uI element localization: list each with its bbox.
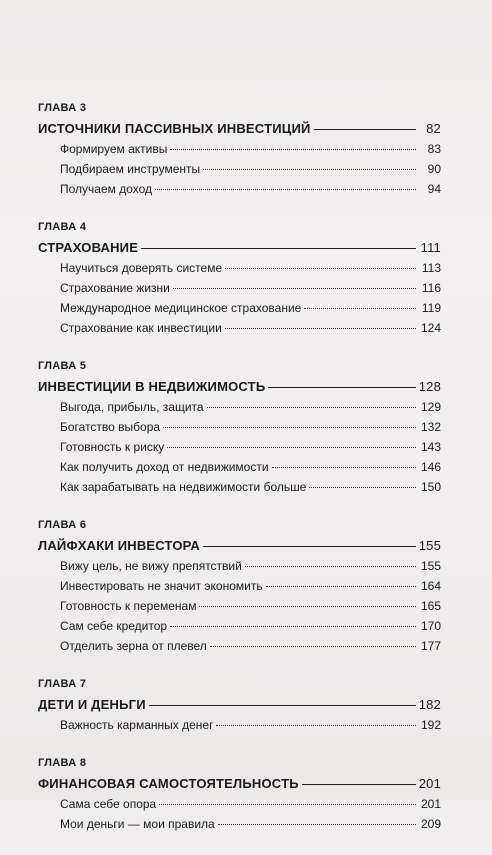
leader-dots — [216, 725, 416, 726]
entry-title: Страхование как инвестиции — [60, 321, 222, 335]
toc-entry[interactable] — [38, 477, 441, 497]
leader-dots — [170, 149, 416, 150]
toc-entry[interactable] — [38, 159, 441, 179]
page-number: 82 — [426, 121, 441, 136]
page-number: 113 — [421, 261, 441, 275]
page-number: 111 — [420, 240, 441, 255]
chapter-label: ГЛАВА 7 — [38, 678, 87, 690]
chapter-title-row[interactable] — [38, 536, 441, 556]
entry-title: Сам себе кредитор — [60, 619, 168, 633]
leader-dots — [155, 189, 416, 190]
chapter-label: ГЛАВА 5 — [38, 360, 87, 372]
page-number: 165 — [420, 599, 441, 613]
leader-line — [203, 546, 416, 547]
chapter-title-row[interactable] — [38, 238, 441, 258]
entry-title: Мои деньги — мои правила — [60, 817, 215, 831]
chapter-3 — [38, 101, 441, 199]
toc-entry[interactable] — [38, 417, 441, 437]
entry-title: Подбираем инструменты — [60, 162, 201, 176]
table-of-contents — [38, 101, 441, 855]
toc-entry[interactable] — [38, 318, 441, 338]
page-number: 90 — [427, 162, 441, 176]
page-number: 164 — [420, 579, 441, 593]
leader-dots — [309, 487, 416, 488]
entry-title: Богатство выбора — [60, 420, 161, 434]
toc-entry[interactable] — [38, 556, 441, 576]
page-number: 201 — [420, 797, 441, 811]
chapter-title-row[interactable] — [38, 695, 441, 715]
leader-dots — [266, 586, 416, 587]
leader-dots — [167, 447, 416, 448]
leader-dots — [199, 606, 416, 607]
page-number: 201 — [418, 776, 441, 791]
page-number: 129 — [420, 400, 441, 414]
page-number: 124 — [420, 321, 441, 335]
page-number: 143 — [420, 440, 441, 454]
chapter-title-row[interactable] — [38, 774, 441, 794]
toc-entry[interactable] — [38, 616, 441, 636]
chapter-label: ГЛАВА 4 — [38, 221, 87, 233]
leader-dots — [170, 626, 416, 627]
chapter-title-row[interactable] — [38, 377, 441, 397]
entry-title: Получаем доход — [60, 182, 153, 196]
page-number: 182 — [418, 697, 441, 712]
page-number: 83 — [427, 142, 441, 156]
chapter-5 — [38, 359, 441, 497]
entry-title: Страхование жизни — [60, 281, 170, 295]
chapter-title-row[interactable] — [38, 119, 441, 139]
entry-title: Готовность к переменам — [60, 599, 197, 613]
page-number: 192 — [420, 718, 441, 732]
page-number: 150 — [420, 480, 441, 494]
chapter-title: ИСТОЧНИКИ ПАССИВНЫХ ИНВЕСТИЦИЙ — [38, 121, 311, 136]
page-number: 155 — [420, 559, 441, 573]
chapter-label: ГЛАВА 8 — [38, 757, 87, 769]
page-number: 209 — [420, 817, 441, 831]
page-number: 128 — [418, 379, 441, 394]
leader-dots — [225, 328, 416, 329]
toc-entry[interactable] — [38, 636, 441, 656]
toc-entry[interactable] — [38, 139, 441, 159]
leader-dots — [159, 804, 416, 805]
toc-entry[interactable] — [38, 437, 441, 457]
leader-line — [141, 248, 416, 249]
page-number: 155 — [418, 538, 441, 553]
entry-title: Выгода, прибыль, защита — [60, 400, 204, 414]
entry-title: Вижу цель, не вижу препятствий — [60, 559, 242, 573]
entry-title: Отделить зерна от плевел — [60, 639, 207, 653]
toc-entry[interactable] — [38, 278, 441, 298]
toc-entry[interactable] — [38, 298, 441, 318]
entry-title: Как получить доход от недвижимости — [60, 460, 269, 474]
chapter-title: ДЕТИ И ДЕНЬГИ — [38, 697, 146, 712]
leader-dots — [203, 169, 416, 170]
chapter-6 — [38, 518, 441, 656]
toc-entry[interactable] — [38, 715, 441, 735]
leader-line — [268, 387, 415, 388]
chapter-4 — [38, 220, 441, 338]
page-number: 94 — [427, 182, 441, 196]
entry-title: Важность карманных денег — [60, 718, 214, 732]
chapter-title: ФИНАНСОВАЯ САМОСТОЯТЕЛЬНОСТЬ — [38, 776, 299, 791]
chapter-label: ГЛАВА 6 — [38, 519, 87, 531]
page-number: 119 — [421, 301, 441, 315]
toc-entry[interactable] — [38, 258, 441, 278]
chapter-label: ГЛАВА 3 — [38, 102, 87, 114]
leader-dots — [173, 288, 416, 289]
chapter-7 — [38, 677, 441, 735]
toc-entry[interactable] — [38, 814, 441, 834]
entry-title: Международное медицинское страхование — [60, 301, 302, 315]
page-number: 146 — [420, 460, 441, 474]
leader-dots — [210, 646, 416, 647]
leader-dots — [218, 824, 416, 825]
leader-dots — [163, 427, 416, 428]
entry-title: Формируем активы — [60, 142, 168, 156]
leader-line — [149, 705, 416, 706]
chapter-title: ИНВЕСТИЦИИ В НЕДВИЖИМОСТЬ — [38, 379, 266, 394]
toc-entry[interactable] — [38, 596, 441, 616]
entry-title: Сама себе опора — [60, 797, 157, 811]
leader-dots — [304, 308, 416, 309]
toc-entry[interactable] — [38, 397, 441, 417]
leader-dots — [272, 467, 416, 468]
entry-title: Как зарабатывать на недвижимости больше — [60, 480, 307, 494]
page-number: 132 — [420, 420, 441, 434]
leader-dots — [225, 268, 416, 269]
leader-dots — [245, 566, 416, 567]
toc-entry[interactable] — [38, 794, 441, 814]
entry-title: Инвестировать не значит экономить — [60, 579, 263, 593]
toc-entry[interactable] — [38, 179, 441, 199]
page-number: 177 — [420, 639, 441, 653]
chapter-8 — [38, 756, 441, 834]
entry-title: Готовность к риску — [60, 440, 165, 454]
leader-line — [314, 129, 416, 130]
entry-title: Научиться доверять системе — [60, 261, 223, 275]
page-number: 116 — [421, 281, 441, 295]
leader-line — [302, 784, 416, 785]
toc-entry[interactable] — [38, 576, 441, 596]
toc-entry[interactable] — [38, 457, 441, 477]
chapter-title: ЛАЙФХАКИ ИНВЕСТОРА — [38, 538, 200, 553]
chapter-title: СТРАХОВАНИЕ — [38, 240, 139, 255]
page-number: 170 — [420, 619, 441, 633]
leader-dots — [207, 407, 416, 408]
